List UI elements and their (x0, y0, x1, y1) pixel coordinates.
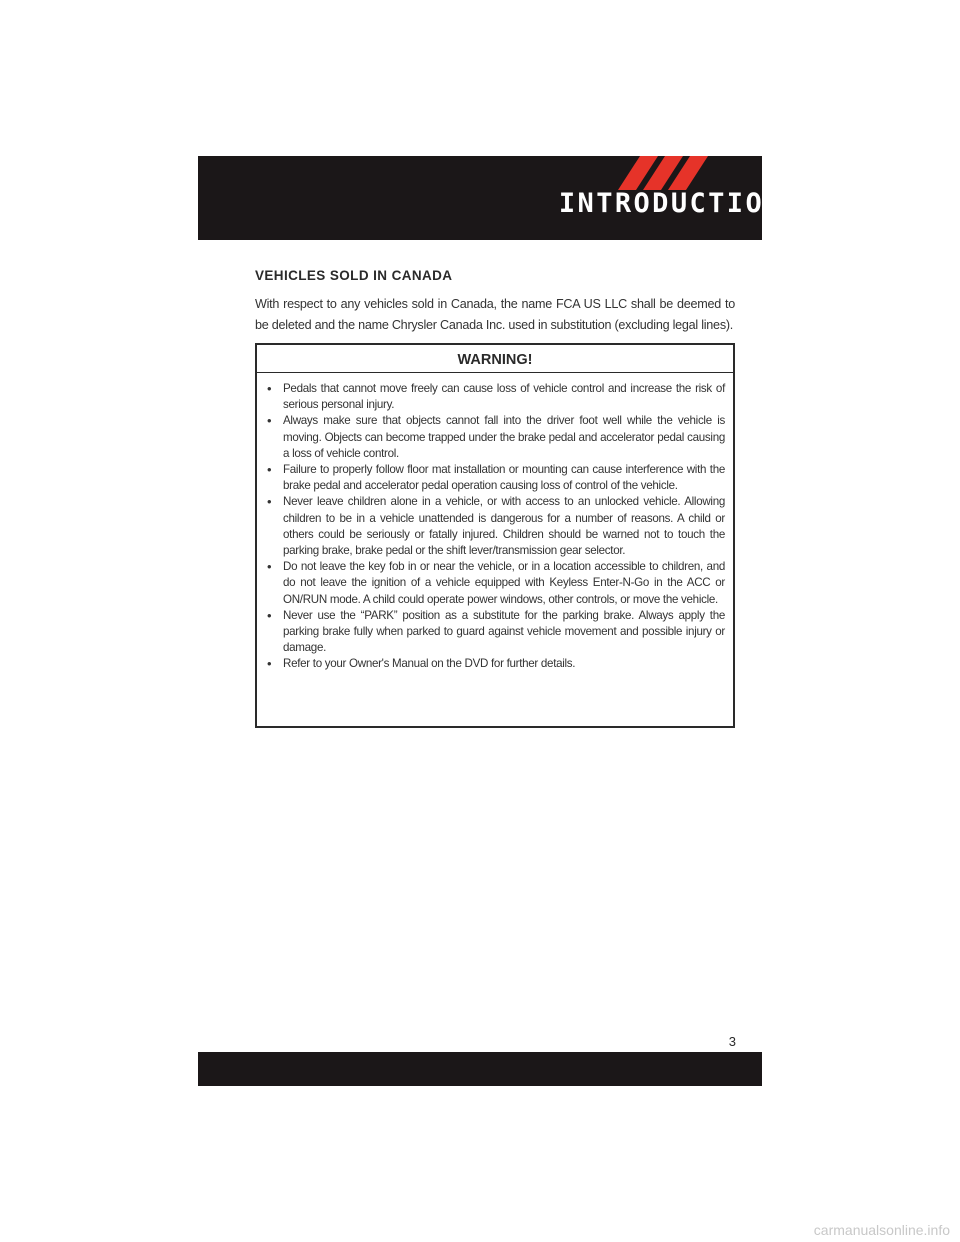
warning-item-text: Pedals that cannot move freely can cause loss of vehicle control and increase the risk of serious personal injury. (283, 382, 725, 412)
bullet-icon: • (267, 656, 272, 672)
warning-item (265, 656, 725, 672)
warning-item-text: Never use the “PARK” position as a substitute for the parking brake. Always apply the parking brake fully when parked to guard against vehicle movement and possible injury or damage. (283, 608, 725, 655)
warning-title: WARNING! (457, 352, 533, 368)
bullet-icon: • (267, 413, 272, 429)
warning-item-text: Do not leave the key fob in or near the vehicle, or in a location accessible to children, and do not leave the ignition of a vehicle equipped with Keyless Enter-N-Go in the ACC or ON/RUN mode. A child could operate power windows, other controls, or move the vehicle. (283, 560, 725, 606)
warning-item-text: Failure to properly follow floor mat installation or mounting can cause interference with the brake pedal and accelerator pedal operation causing loss of control of the vehicle. (283, 463, 725, 493)
warning-item (265, 462, 725, 494)
warning-item (265, 494, 725, 559)
bullet-icon: • (267, 381, 272, 396)
bullet-icon: • (267, 462, 272, 478)
bullet-icon: • (267, 607, 272, 623)
page-number: 3 (728, 1034, 736, 1049)
warning-item (265, 413, 725, 462)
warning-list (257, 373, 733, 673)
section-heading: VEHICLES SOLD IN CANADA (255, 268, 453, 283)
section-body: With respect to any vehicles sold in Canada, the name FCA US LLC shall be deemed to be deleted and the name Chrysler Canada Inc. used in substitution (excluding legal lines). (255, 297, 735, 332)
watermark: carmanualsonline.info (813, 1222, 950, 1238)
warning-box (255, 343, 735, 728)
bullet-icon: • (267, 559, 272, 575)
warning-item-text: Always make sure that objects cannot fall into the driver foot well while the vehicle is moving. Objects can become trapped under the brake pedal and accelerator pedal causing a loss of vehicle control. (283, 414, 725, 460)
chapter-title: INTRODUCTION/WELCOME (558, 188, 932, 219)
warning-item-text: Never leave children alone in a vehicle, or with access to an unlocked vehicle. Allowing children to be in a vehicle unattended is dangerous for a number of reasons. A child or others could be seriously or fatally injured. Children should be warned not to touch the parking brake, brake pedal or the shift lever/transmission gear selector. (283, 495, 725, 558)
warning-item (265, 559, 725, 608)
warning-item (265, 381, 725, 413)
warning-item-text: Refer to your Owner's Manual on the DVD for further details. (283, 657, 576, 671)
footer-bar (198, 1052, 762, 1086)
warning-item (265, 608, 725, 657)
racing-stripes-logo (618, 156, 708, 190)
bullet-icon: • (267, 494, 272, 510)
